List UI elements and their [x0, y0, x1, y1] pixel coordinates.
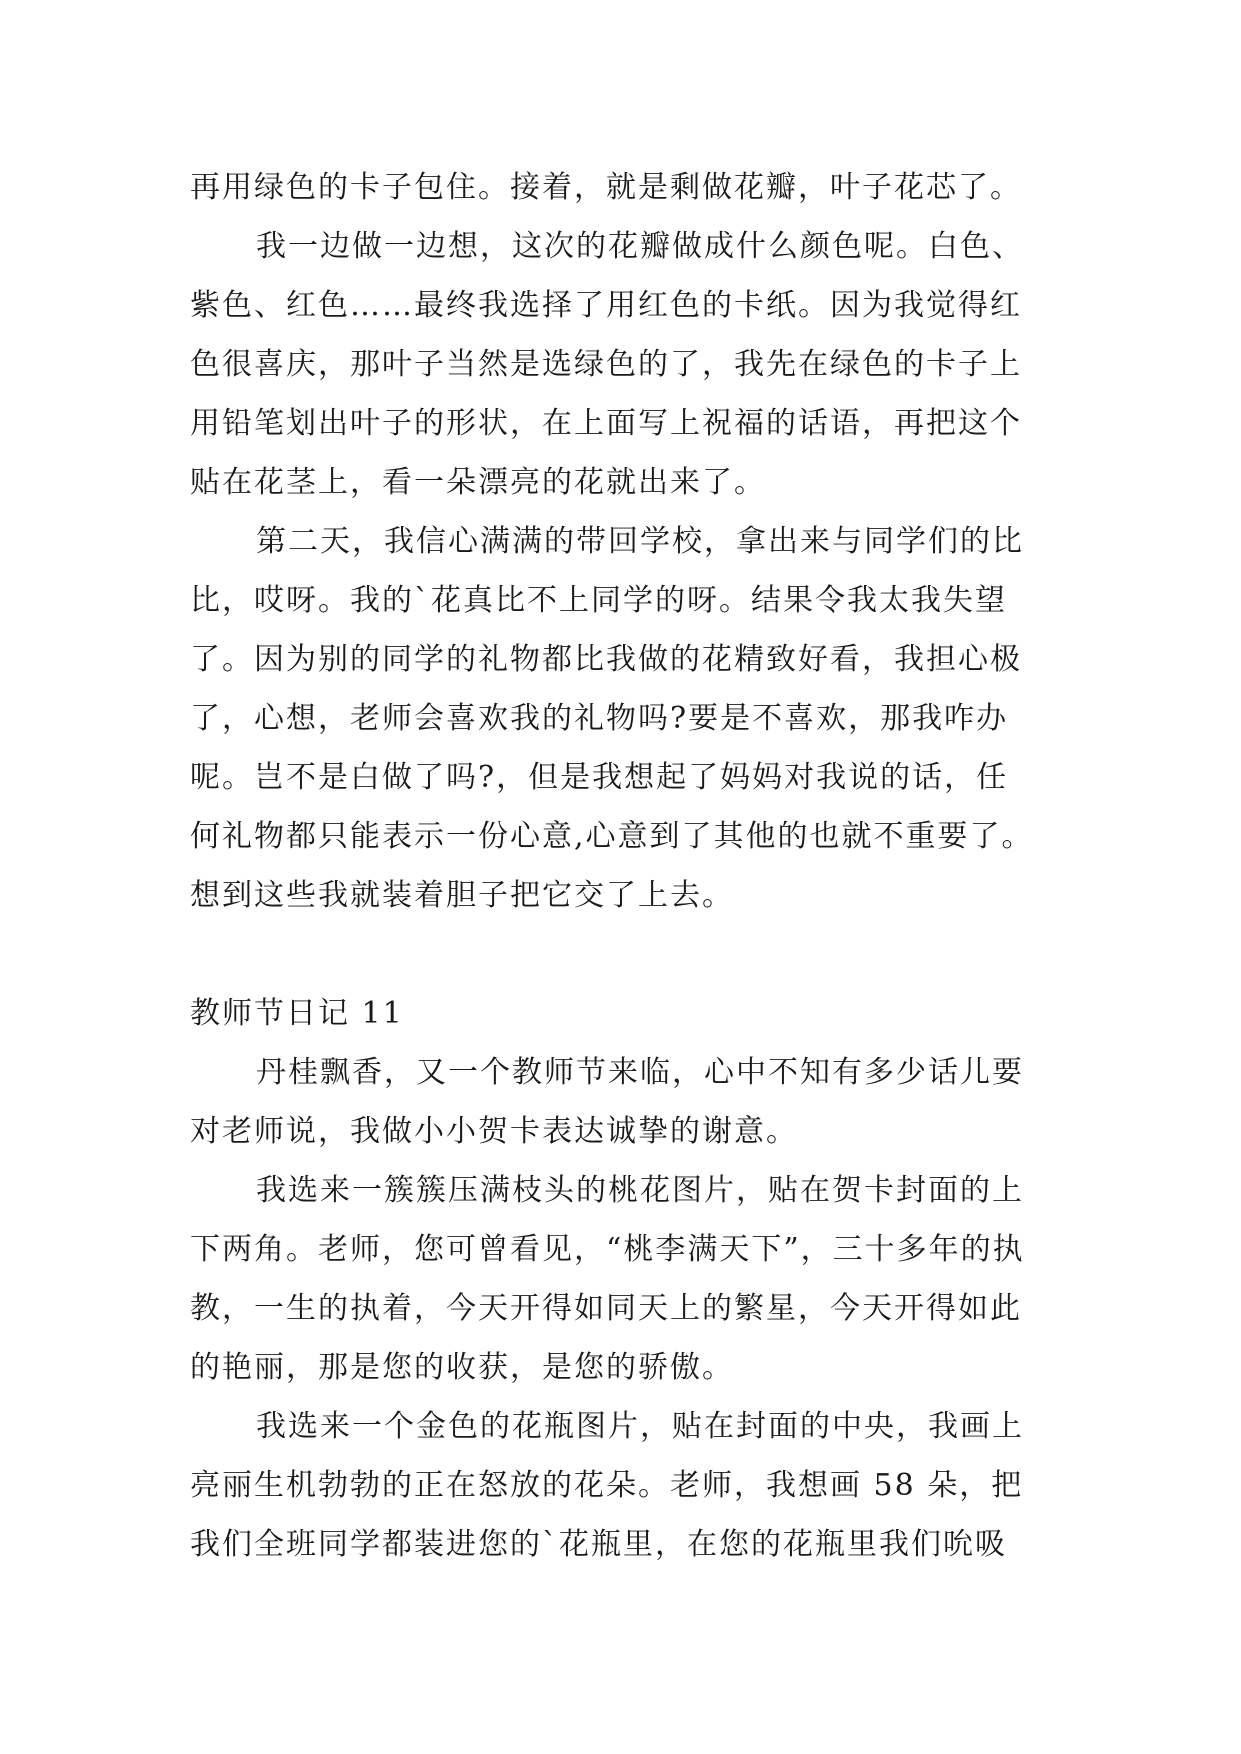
section-heading: 教师节日记 11 — [190, 996, 404, 1031]
paragraph-line: 的艳丽，那是您的收获，是您的骄傲。 — [190, 1350, 734, 1385]
paragraph-line: 色很喜庆，那叶子当然是选绿色的了，我先在绿色的卡子上 — [190, 347, 1022, 382]
paragraph-line: 亮丽生机勃勃的正在怒放的花朵。老师，我想画 58 朵，把 — [190, 1468, 1024, 1503]
paragraph-line: 再用绿色的卡子包住。接着，就是剩做花瓣，叶子花芯了。 — [190, 170, 1022, 205]
paragraph-line: 我一边做一边想，这次的花瓣做成什么颜色呢。白色、 — [256, 229, 1024, 264]
paragraph-line: 下两角。老师，您可曾看见，“桃李满天下”，三十多年的执 — [190, 1232, 1025, 1267]
paragraph-line: 对老师说，我做小小贺卡表达诚挚的谢意。 — [190, 1114, 798, 1149]
paragraph-line: 教，一生的执着，今天开得如同天上的繁星，今天开得如此 — [190, 1291, 1022, 1326]
paragraph-line: 我选来一簇簇压满枝头的桃花图片，贴在贺卡封面的上 — [256, 1173, 1024, 1208]
paragraph-line: 了。因为别的同学的礼物都比我做的花精致好看，我担心极 — [190, 642, 1022, 677]
paragraph-line: 贴在花茎上，看一朵漂亮的花就出来了。 — [190, 465, 766, 500]
paragraph-line: 我选来一个金色的花瓶图片，贴在封面的中央，我画上 — [256, 1409, 1024, 1444]
document-body — [190, 158, 1070, 1574]
paragraph-line: 呢。岂不是白做了吗?，但是我想起了妈妈对我说的话，任 — [190, 760, 1009, 795]
paragraph-line: 紫色、红色……最终我选择了用红色的卡纸。因为我觉得红 — [190, 288, 1022, 323]
paragraph-line: 我们全班同学都装进您的`花瓶里，在您的花瓶里我们吮吸 — [190, 1527, 1007, 1562]
paragraph-line: 用铅笔划出叶子的形状，在上面写上祝福的话语，再把这个 — [190, 406, 1022, 441]
paragraph-line: 想到这些我就装着胆子把它交了上去。 — [190, 878, 734, 913]
section-spacer — [190, 925, 1070, 984]
paragraph-line: 了，心想，老师会喜欢我的礼物吗?要是不喜欢，那我咋办 — [190, 701, 1009, 736]
paragraph-line: 丹桂飘香，又一个教师节来临，心中不知有多少话儿要 — [256, 1055, 1024, 1090]
paragraph-line: 第二天，我信心满满的带回学校，拿出来与同学们的比 — [256, 524, 1024, 559]
paragraph-line: 何礼物都只能表示一份心意,心意到了其他的也就不重要了。 — [190, 819, 1034, 854]
paragraph-line: 比，哎呀。我的`花真比不上同学的呀。结果令我太我失望 — [190, 583, 1007, 618]
